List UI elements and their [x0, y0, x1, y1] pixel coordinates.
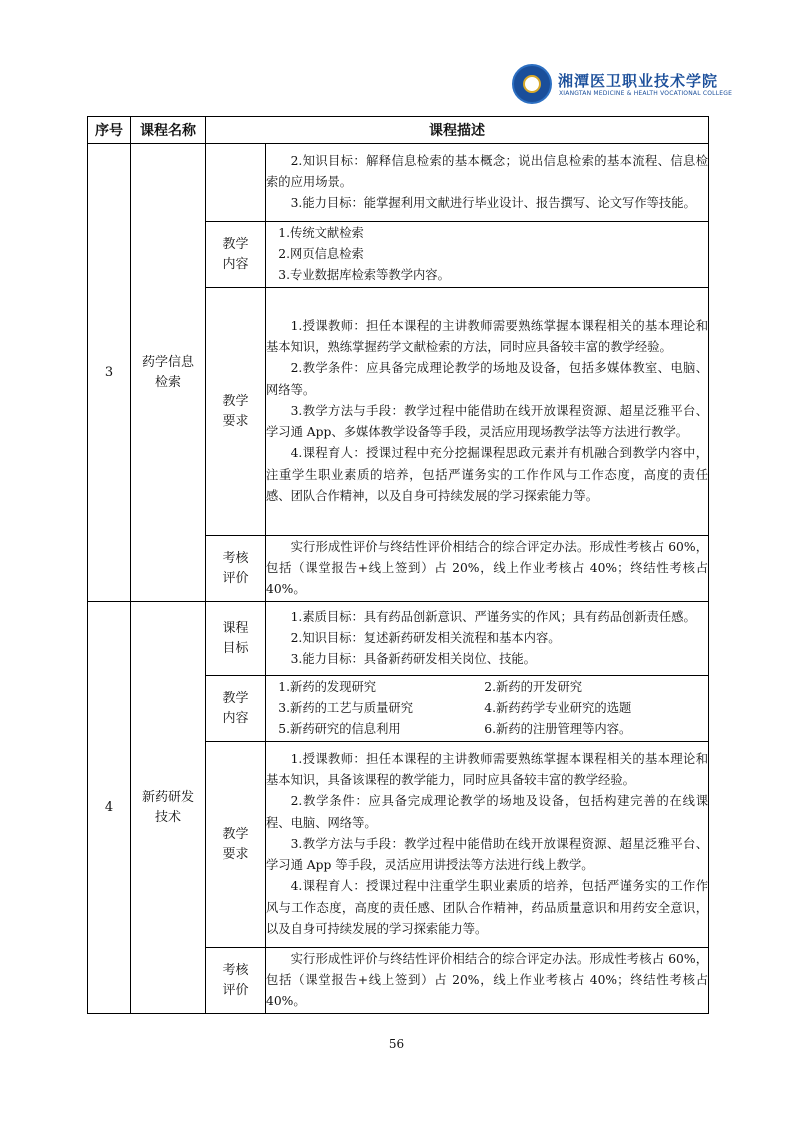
header-seq: 序号 — [88, 117, 131, 144]
section-label-text: 课程目标 — [222, 620, 249, 656]
desc-line: 3.教学方法与手段：教学过程中能借助在线开放课程资源、超星泛雅平台、学习通 App 等手段，灵活应用讲授法等方法进行线上教学。 — [266, 836, 708, 873]
section-requirements — [266, 742, 709, 948]
desc-line: 1.素质目标：具有药品创新意识、严谨务实的作风；具有药品创新责任感。 — [290, 609, 696, 624]
content-item: 1.新药的发现研究 — [278, 679, 377, 694]
section-label — [206, 948, 266, 1014]
desc-line: 3.专业数据库检索等教学内容。 — [278, 268, 450, 283]
course-table — [87, 116, 709, 1014]
desc-line: 2.教学条件：应具备完成理论教学的场地及设备，包括多媒体教室、电脑、网络等。 — [266, 361, 708, 397]
section-label — [206, 222, 266, 288]
section-label — [206, 288, 266, 536]
section-objectives — [266, 144, 709, 222]
section-label-text: 考核评价 — [222, 962, 249, 998]
content-item: 3.新药的工艺与质量研究 — [278, 700, 413, 715]
course-name-text: 新药研发技术 — [142, 789, 195, 825]
header-course-desc: 课程描述 — [206, 117, 709, 144]
section-requirements — [266, 288, 709, 536]
desc-line: 1.授课教师：担任本课程的主讲教师需要熟练掌握本课程相关的基本理论和基本知识，熟练掌握药学文献检索的方法，同时应具备较丰富的教学经验。 — [266, 318, 708, 354]
table-row — [88, 144, 709, 222]
section-objectives — [266, 602, 709, 676]
desc-line: 2.网页信息检索 — [278, 246, 364, 261]
desc-line: 实行形成性评价与终结性评价相结合的综合评定办法。形成性考核占 60%，包括（课堂报告+线上签到）占 20%，线上作业考核占 40%；终结性考核占 40%。 — [266, 539, 708, 597]
section-content — [266, 222, 709, 288]
course-seq: 3 — [88, 144, 131, 602]
desc-line: 3.教学方法与手段：教学过程中能借助在线开放课程资源、超星泛雅平台、学习通 App、多媒体教学设备等手段，灵活应用现场教学法等方法进行教学。 — [266, 403, 708, 440]
content-item: 5.新药研究的信息利用 — [278, 722, 401, 737]
desc-line: 1.传统文献检索 — [278, 225, 364, 240]
section-label-text: 教学要求 — [222, 826, 249, 862]
header-course-name: 课程名称 — [131, 117, 206, 144]
desc-line: 3.能力目标：能掌握利用文献进行毕业设计、报告撰写、论文写作等技能。 — [290, 196, 696, 211]
course-name — [131, 144, 206, 602]
section-label-text: 考核评价 — [222, 550, 249, 586]
desc-line: 3.能力目标：具备新药研发相关岗位、技能。 — [290, 652, 536, 667]
section-label — [206, 536, 266, 602]
desc-line: 2.教学条件：应具备完成理论教学的场地及设备，包括构建完善的在线课程、电脑、网络等。 — [266, 794, 708, 830]
college-seal-icon — [512, 64, 552, 104]
section-label — [206, 676, 266, 742]
content-item: 2.新药的开发研究 — [484, 679, 583, 694]
section-assessment — [266, 948, 709, 1014]
course-seq: 4 — [88, 602, 131, 1014]
section-label-text: 教学内容 — [222, 690, 249, 726]
course-name-text: 药学信息检索 — [142, 354, 195, 390]
desc-line: 2.知识目标：解释信息检索的基本概念；说出信息检索的基本流程、信息检索的应用场景。 — [266, 153, 708, 189]
content-item: 6.新药的注册管理等内容。 — [484, 722, 632, 737]
section-label-text: 教学要求 — [222, 393, 249, 429]
desc-line: 4.课程育人：授课过程中注重学生职业素质的培养，包括严谨务实的工作作风与工作态度，高度的责任感、团队合作精神，药品质量意识和用药安全意识，以及自身可持续发展的学习探索能力等。 — [266, 879, 708, 937]
section-label — [206, 742, 266, 948]
content-item: 4.新药药学专业研究的选题 — [484, 700, 632, 715]
page-number: 56 — [388, 1037, 405, 1051]
desc-line: 1.授课教师：担任本课程的主讲教师需要熟练掌握本课程相关的基本理论和基本知识，具备该课程的教学能力，同时应具备较丰富的教学经验。 — [266, 751, 708, 787]
section-content — [266, 676, 709, 742]
content-grid — [266, 677, 708, 741]
desc-line: 4.课程育人：授课过程中充分挖掘课程思政元素并有机融合到教学内容中，注重学生职业素质的培养，包括严谨务实的工作作风与工作态度，高度的责任感、团队合作精神，以及自身可持续发展的学习探索能力等。 — [266, 446, 708, 504]
table-row — [88, 602, 709, 676]
section-label-empty — [206, 144, 266, 222]
section-assessment — [266, 536, 709, 602]
college-logo — [512, 64, 733, 108]
desc-line: 2.知识目标：复述新药研发相关流程和基本内容。 — [290, 630, 561, 645]
college-name: 湘潭医卫职业技术学院 — [558, 72, 719, 90]
table-header-row — [88, 117, 709, 144]
college-name-en: XIANGTAN MEDICINE & HEALTH VOCATIONAL COLLEGE — [559, 90, 733, 97]
section-label-text: 教学内容 — [222, 236, 249, 272]
desc-line: 实行形成性评价与终结性评价相结合的综合评定办法。形成性考核占 60%，包括（课堂报告+线上签到）占 20%，线上作业考核占 40%；终结性考核占 40%。 — [266, 951, 708, 1009]
section-label — [206, 602, 266, 676]
course-name — [131, 602, 206, 1014]
